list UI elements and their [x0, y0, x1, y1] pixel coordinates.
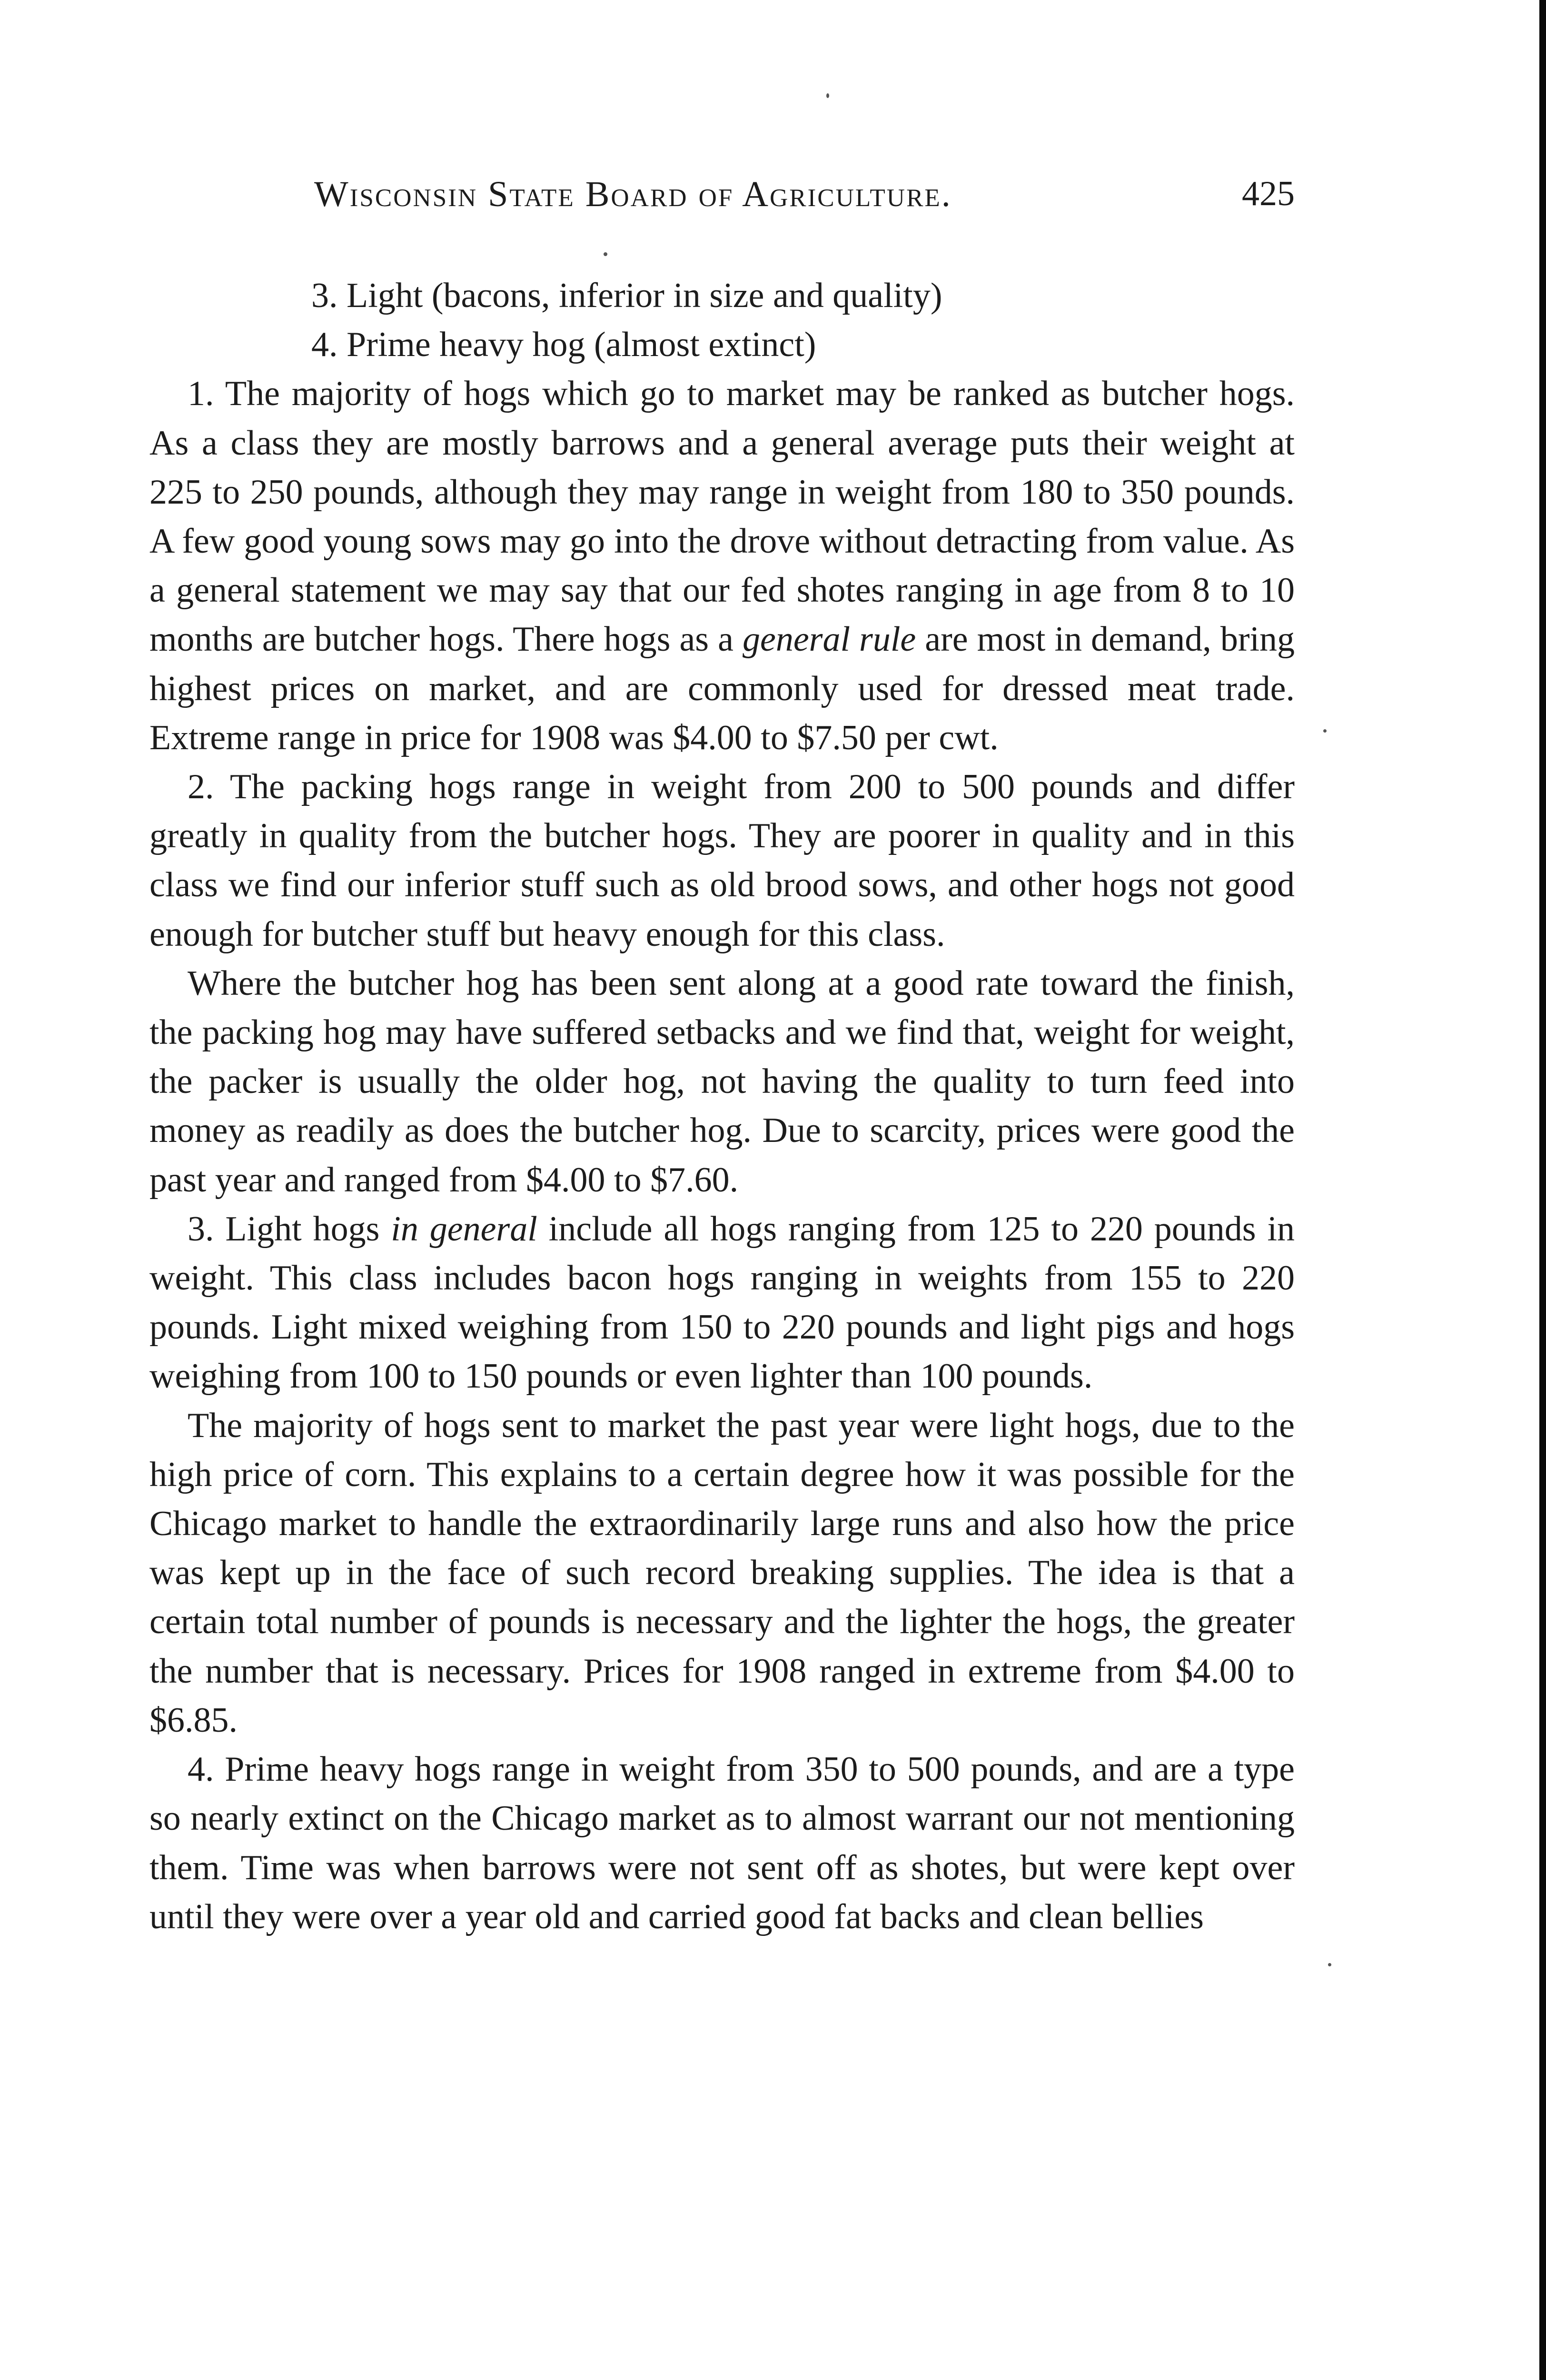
scan-speck — [1323, 729, 1327, 733]
scan-speck — [604, 252, 607, 256]
page-number: 425 — [1242, 174, 1295, 213]
list-item-light: 3. Light (bacons, inferior in size and quality) — [311, 276, 942, 315]
paragraph-packing-hogs: 2. The packing hogs range in weight from 200 to 500 pounds and differ greatly in quality from the butcher hogs. They are poorer in quality and in this class we find our inferior stuff such as old brood sows, and other hogs not good enough for butcher stuff but heavy enough for this class. — [149, 767, 1295, 954]
scan-speck — [1328, 1963, 1331, 1966]
paragraph-packing-hogs-continued: Where the butcher hog has been sent along at a good rate toward the finish, the packing hog may have suffered setbacks and we find that, weight for weight, the packer is usually the older hog, not having the quality to turn feed into money as readily as does the butcher hog. Due to scarcity, prices were good the past year and ranged from $4.00 to $7.60. — [149, 963, 1295, 1200]
paragraph-prime-heavy-hogs: 4. Prime heavy hogs range in weight from 350 to 500 pounds, and are a type so nearly extinct on the Chicago market as to almost warrant our not mentioning them. Time was when barrows were not sent off as shotes, but were kept over until they were over a year old and carried good fat backs and clean bellies — [149, 1750, 1295, 1936]
paragraph-butcher-hogs — [149, 369, 1295, 763]
paragraph-text: 1. The majority of hogs which go to market may be ranked as butcher hogs. As a class they are mostly barrows and a general average puts their weight at 225 to 250 pounds, although they may range in weight from 180 to 350 pounds. A few good young sows may go into the drove without detracting from value. As a general statement we may say that our fed shotes ranging in age from 8 to 10 months are butcher hogs. There hogs as a — [149, 374, 1295, 659]
paragraph-text: include all hogs ranging from 125 to 220 pounds in weight. This class includes bacon hogs ranging in weights from 155 to 220 pounds. Light mixed weighing from 150 to 220 pounds and light pigs and hogs weighing from 100 to 150 pounds or even lighter than 100 pounds. — [149, 1209, 1295, 1396]
paragraph-light-hogs-market: The majority of hogs sent to market the past year were light hogs, due to the high price of corn. This explains to a certain degree how it was possible for the Chicago market to handle the extraordinarily large runs and also how the price was kept up in the face of such record breaking supplies. The idea is that a certain total number of pounds is necessary and the lighter the hogs, the greater the number that is necessary. Prices for 1908 ranged in extreme from $4.00 to $6.85. — [149, 1406, 1295, 1740]
paragraph-emphasis: in general — [391, 1209, 537, 1249]
running-title: Wisconsin State Board of Agriculture. — [314, 174, 952, 214]
paragraph-light-hogs — [149, 1205, 1295, 1401]
paragraph-emphasis: general rule — [742, 620, 916, 659]
body-text — [149, 271, 1295, 1942]
running-head — [314, 174, 1295, 226]
list-item-prime-heavy: 4. Prime heavy hog (almost extinct) — [311, 325, 816, 365]
scan-speck — [826, 93, 829, 98]
paragraph-text: 3. Light hogs — [188, 1209, 391, 1249]
scan-border-right — [1539, 0, 1546, 2380]
paragraph-text: are most in demand, bring highest prices on market, and are commonly used for dressed meat trade. Extreme range in price for 1908 was $4.00 to $7.50 per cwt. — [149, 620, 1295, 757]
